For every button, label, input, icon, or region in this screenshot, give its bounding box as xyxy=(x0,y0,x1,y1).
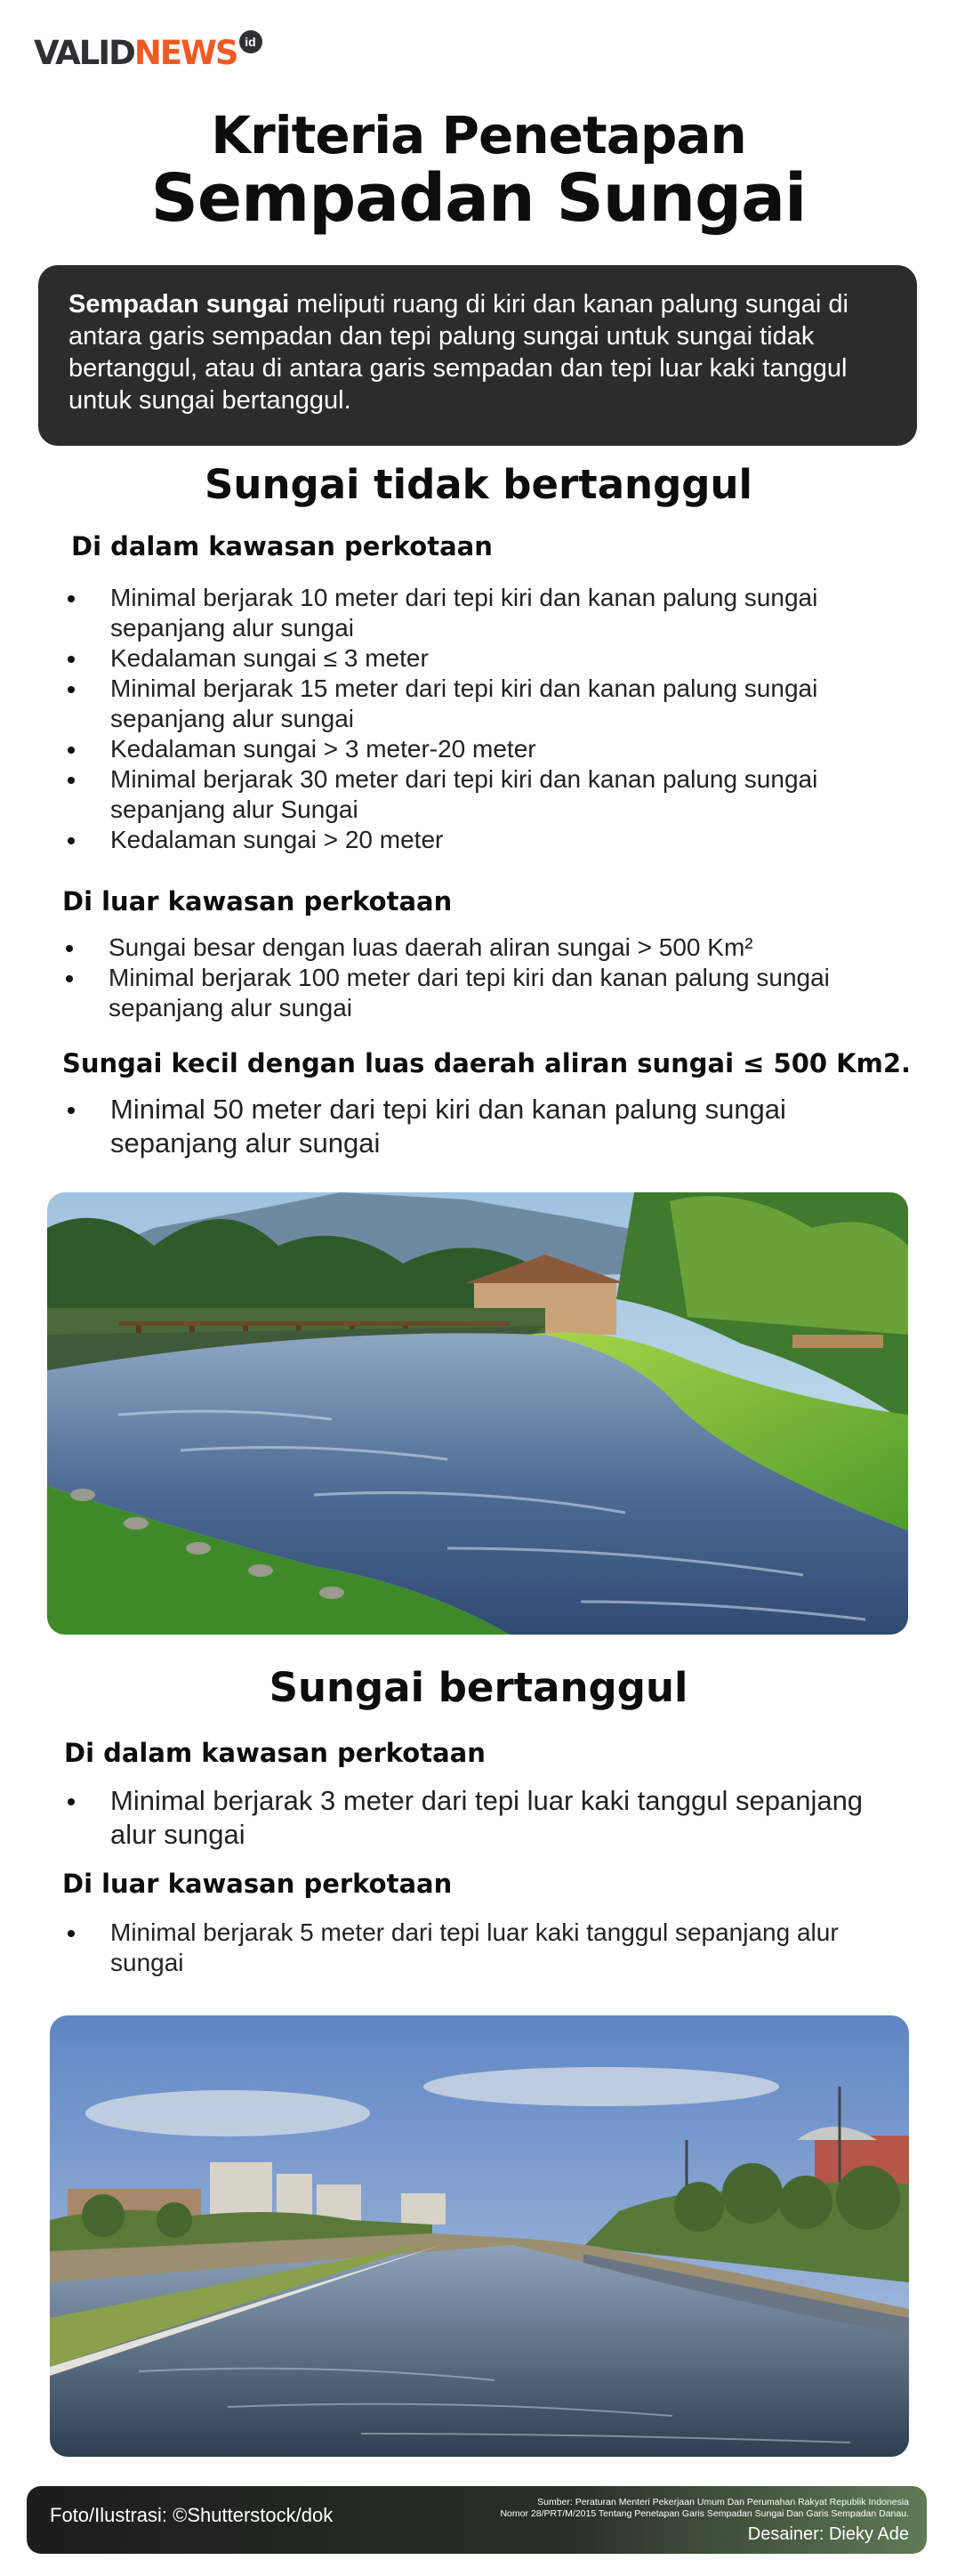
list-item: Kedalaman sungai ≤ 3 meter xyxy=(64,643,918,674)
brand-valid: VALID xyxy=(34,34,134,72)
list-small-river xyxy=(64,1093,900,1160)
list-item: Kedalaman sungai > 20 meter xyxy=(64,825,918,855)
photo-credit: Foto/Ilustrasi: ©Shutterstock/dok xyxy=(50,2504,334,2526)
list-item: Kedalaman sungai > 3 meter-20 meter xyxy=(64,734,918,764)
list-item: Minimal berjarak 5 meter dari tepi luar kaki tanggul sepanjang alur sungai xyxy=(64,1918,918,1978)
intro-box xyxy=(38,265,917,446)
section-title-unembanked: Sungai tidak bertanggul xyxy=(205,461,752,508)
intro-text: meliputi ruang di kiri dan kanan palung sungai di antara garis sempadan dan tepi palung sungai untuk sungai tidak bertanggul, atau di antara garis sempadan dan tepi luar kaki tanggul untuk sungai bertanggul. xyxy=(68,290,848,415)
source-note xyxy=(411,2497,909,2520)
list-item: Minimal berjarak 30 meter dari tepi kiri dan kanan palung sungai sepanjang alur Sungai xyxy=(64,764,918,825)
subheading-urban: Di dalam kawasan perkotaan xyxy=(71,531,493,561)
river-photo-embanked xyxy=(50,2015,909,2457)
brand-logo xyxy=(34,27,262,80)
source-line: Sumber: Peraturan Menteri Pekerjaan Umum Dan Perumahan Rakyat Republik Indonesia xyxy=(537,2497,909,2507)
page-title-line1: Kriteria Penetapan xyxy=(211,105,746,166)
list-item: Minimal berjarak 100 meter dari tepi kiri dan kanan palung sungai sepanjang alur sungai xyxy=(62,963,921,1023)
list-item: Sungai besar dengan luas daerah aliran sungai > 500 Km² xyxy=(62,933,921,963)
list-rural xyxy=(62,933,921,1023)
subheading-rural: Di luar kawasan perkotaan xyxy=(62,886,453,917)
subheading-small-river: Sungai kecil dengan luas daerah aliran sungai ≤ 500 Km2. xyxy=(62,1048,912,1078)
footer-bar xyxy=(27,2486,927,2554)
subheading-rural: Di luar kawasan perkotaan xyxy=(62,1869,453,1899)
list-urban xyxy=(64,583,918,855)
designer-credit: Desainer: Dieky Ade xyxy=(747,2524,909,2544)
list-urban-embanked xyxy=(64,1784,900,1852)
brand-id-badge: id xyxy=(239,30,262,53)
page-title-line2: Sempadan Sungai xyxy=(150,160,807,237)
section-title-embanked: Sungai bertanggul xyxy=(269,1664,688,1711)
list-item: Minimal berjarak 15 meter dari tepi kiri dan kanan palung sungai sepanjang alur sungai xyxy=(64,674,918,734)
list-rural-embanked xyxy=(64,1918,918,1978)
list-item: Minimal 50 meter dari tepi kiri dan kanan palung sungai sepanjang alur sungai xyxy=(64,1093,900,1160)
source-line: Nomor 28/PRT/M/2015 Tentang Penetapan Garis Sempadan Sungai Dan Garis Sempadan Danau. xyxy=(500,2508,909,2519)
brand-news: NEWS xyxy=(133,34,237,72)
river-photo-natural xyxy=(47,1192,908,1635)
intro-term: Sempadan sungai xyxy=(68,290,290,319)
subheading-urban: Di dalam kawasan perkotaan xyxy=(64,1738,486,1768)
list-item: Minimal berjarak 3 meter dari tepi luar kaki tanggul sepanjang alur sungai xyxy=(64,1784,900,1852)
list-item: Minimal berjarak 10 meter dari tepi kiri dan kanan palung sungai sepanjang alur sungai xyxy=(64,583,918,643)
